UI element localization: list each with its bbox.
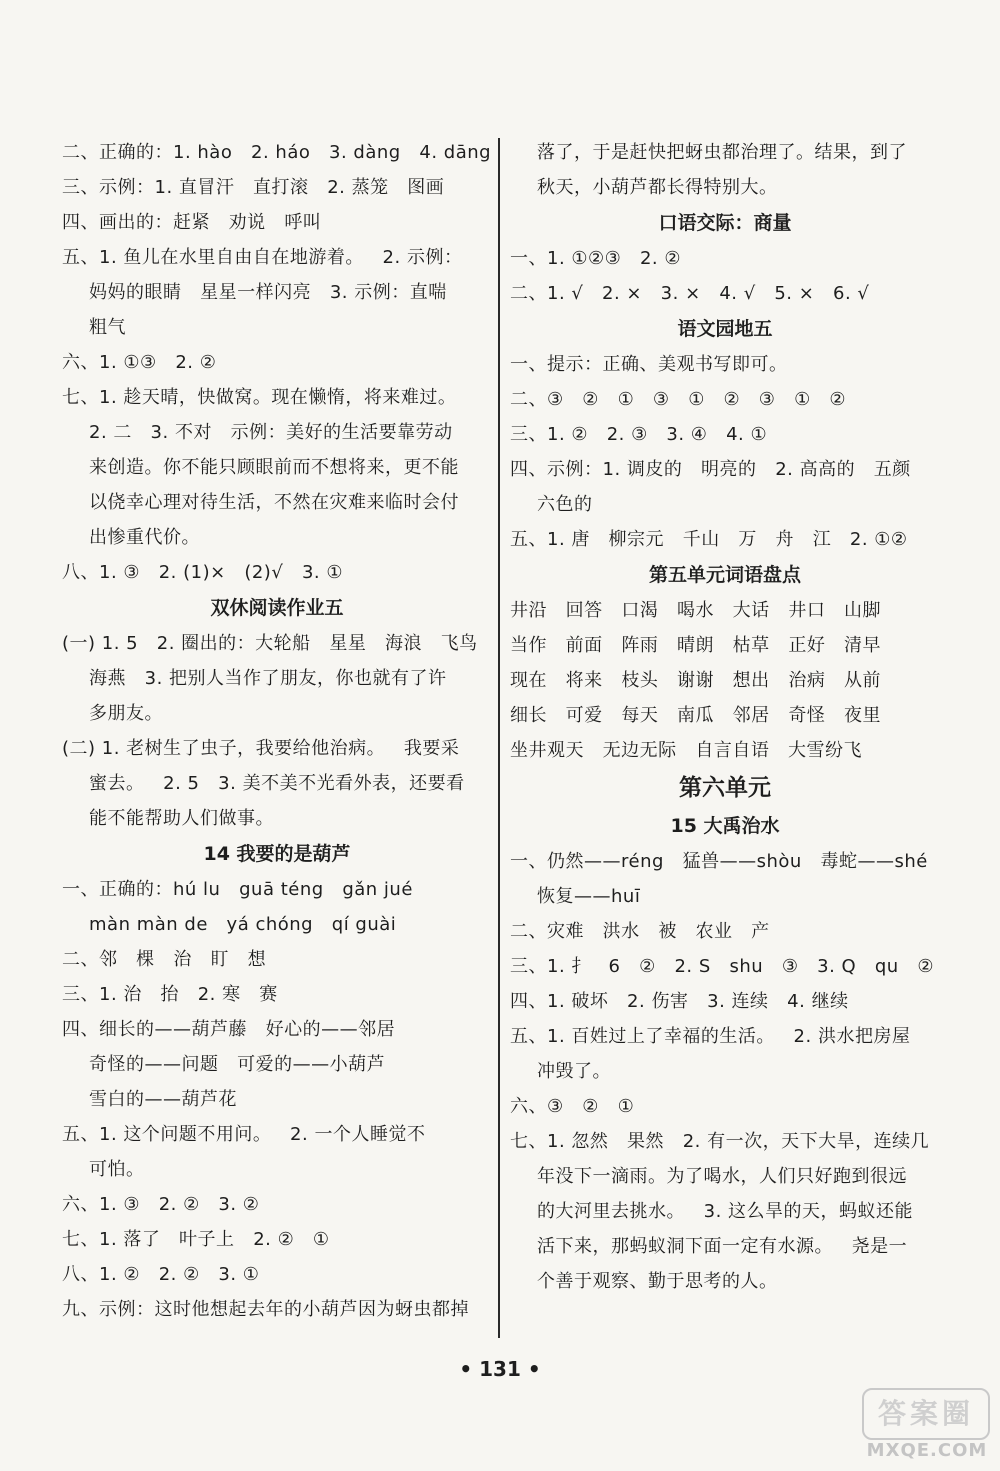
answer-line: 细长 可爱 每天 南瓜 邻居 奇怪 夜里 [510, 705, 881, 726]
answer-line: 七、1. 落了 叶子上 2. ② ① [62, 1229, 330, 1250]
answer-line-continued: 奇怪的——问题 可爱的——小葫芦 [89, 1054, 386, 1075]
right-column [510, 135, 940, 1299]
answer-line: 七、1. 忽然 果然 2. 有一次，天下大旱，连续几 [510, 1131, 930, 1152]
answer-line: 六、③ ② ① [510, 1096, 635, 1117]
answer-line: 坐井观天 无边无际 自言自语 大雪纷飞 [510, 740, 862, 761]
answer-line: 三、1. ② 2. ③ 3. ④ 4. ① [510, 424, 768, 445]
answer-line-continued: 妈妈的眼睛 星星一样闪亮 3. 示例：直喘 [89, 282, 447, 303]
answer-line-continued: 雪白的——葫芦花 [89, 1089, 237, 1110]
answer-line-continued: 秋天，小葫芦都长得特别大。 [537, 177, 778, 198]
section-heading: 第五单元词语盘点 [648, 564, 801, 586]
answer-line-continued: 来创造。你不能只顾眼前而不想将来，更不能 [89, 457, 459, 478]
answer-line-continued: 出惨重代价。 [89, 527, 200, 548]
answer-line-continued: 六色的 [537, 494, 593, 515]
answer-line: 八、1. ③ 2. (1)× (2)√ 3. ① [62, 562, 344, 583]
answer-line: 五、1. 这个问题不用问。 2. 一个人睡觉不 [62, 1124, 426, 1145]
left-column [62, 135, 492, 1327]
unit-heading: 第六单元 [679, 775, 771, 801]
answer-line-continued: 活下来，那蚂蚁洞下面一定有水源。 尧是一 [537, 1236, 908, 1257]
answer-line: 六、1. ③ 2. ② 3. ② [62, 1194, 260, 1215]
answer-line-continued: 以侥幸心理对待生活，不然在灾难来临时会付 [89, 492, 459, 513]
answer-line: 当作 前面 阵雨 晴朗 枯草 正好 清早 [510, 635, 881, 656]
answer-line: (一) 1. 5 2. 圈出的：大轮船 星星 海浪 飞鸟 [62, 633, 478, 654]
page-number: • 131 • [459, 1357, 541, 1381]
answer-line: 二、正确的：1. hào 2. háo 3. dàng 4. dāng [62, 142, 492, 163]
answer-line-continued: 粗气 [89, 317, 126, 338]
answer-line: 四、1. 破坏 2. 伤害 3. 连续 4. 继续 [510, 991, 849, 1012]
answer-line-continued: 能不能帮助人们做事。 [89, 808, 274, 829]
answer-line: (二) 1. 老树生了虫子，我要给他治病。 我要采 [62, 738, 460, 759]
answer-line: 二、1. √ 2. × 3. × 4. √ 5. × 6. √ [510, 283, 870, 304]
answer-line-continued: 冲毁了。 [537, 1061, 611, 1082]
answer-line-continued: 年没下一滴雨。为了喝水，人们只好跑到很远 [537, 1166, 907, 1187]
answer-line: 现在 将来 枝头 谢谢 想出 治病 从前 [510, 670, 881, 691]
answer-line: 一、仍然——réng 猛兽——shòu 毒蛇——shé [510, 851, 928, 872]
answer-line-continued: 的大河里去挑水。 3. 这么旱的天，蚂蚁还能 [537, 1201, 914, 1222]
column-divider [498, 138, 500, 1338]
answer-line-continued: 多朋友。 [89, 703, 163, 724]
answer-line: 五、1. 鱼儿在水里自由自在地游着。 2. 示例： [62, 247, 463, 268]
answer-line-continued: 恢复——huī [537, 886, 641, 907]
answer-line: 四、示例：1. 调皮的 明亮的 2. 高高的 五颜 [510, 459, 911, 480]
answer-line-continued: màn màn de yá chóng qí guài [89, 914, 397, 935]
watermark-logo [862, 1388, 992, 1466]
section-heading: 15 大禹治水 [670, 815, 780, 837]
answer-line: 三、1. 治 抬 2. 寒 赛 [62, 984, 278, 1005]
answer-line-continued: 个善于观察、勤于思考的人。 [537, 1271, 778, 1292]
answer-line: 三、1. 扌 6 ② 2. S shu ③ 3. Q qu ② [510, 956, 934, 977]
answer-line: 四、画出的：赶紧 劝说 呼叫 [62, 212, 322, 233]
section-heading: 双休阅读作业五 [210, 597, 344, 619]
answer-line: 九、示例：这时他想起去年的小葫芦因为蚜虫都掉 [62, 1299, 469, 1320]
answer-line-continued: 落了，于是赶快把蚜虫都治理了。结果，到了 [537, 142, 907, 163]
section-heading: 14 我要的是葫芦 [203, 843, 351, 865]
answer-line-continued: 海燕 3. 把别人当作了朋友，你也就有了许 [89, 668, 447, 689]
answer-line: 四、细长的——葫芦藤 好心的——邻居 [62, 1019, 396, 1040]
answer-line: 二、邻 棵 治 盯 想 [62, 949, 267, 970]
answer-line-continued: 2. 二 3. 不对 示例：美好的生活要靠劳动 [89, 422, 453, 443]
watermark-url: MXQE.COM [866, 1440, 988, 1461]
answer-line: 六、1. ①③ 2. ② [62, 352, 217, 373]
answer-line: 一、提示：正确、美观书写即可。 [510, 354, 788, 375]
watermark-mark: 答案圈 [862, 1388, 990, 1440]
answer-line: 八、1. ② 2. ② 3. ① [62, 1264, 260, 1285]
answer-line-continued: 蜜去。 2. 5 3. 美不美不光看外表，还要看 [89, 773, 465, 794]
section-heading: 口语交际：商量 [658, 212, 792, 234]
answer-line: 三、示例：1. 直冒汗 直打滚 2. 蒸笼 图画 [62, 177, 445, 198]
answer-line: 一、正确的：hú lu guā téng gǎn jué [62, 879, 413, 900]
answer-line: 井沿 回答 口渴 喝水 大话 井口 山脚 [510, 600, 881, 621]
answer-line-continued: 可怕。 [89, 1159, 145, 1180]
answer-line: 七、1. 趁天晴，快做窝。现在懒惰，将来难过。 [62, 387, 457, 408]
answer-line: 二、③ ② ① ③ ① ② ③ ① ② [510, 389, 847, 410]
answer-line: 二、灾难 洪水 被 农业 产 [510, 921, 770, 942]
answer-line: 五、1. 唐 柳宗元 千山 万 舟 江 2. ①② [510, 529, 908, 550]
answer-line: 五、1. 百姓过上了幸福的生活。 2. 洪水把房屋 [510, 1026, 911, 1047]
section-heading: 语文园地五 [677, 318, 773, 340]
answer-line: 一、1. ①②③ 2. ② [510, 248, 682, 269]
